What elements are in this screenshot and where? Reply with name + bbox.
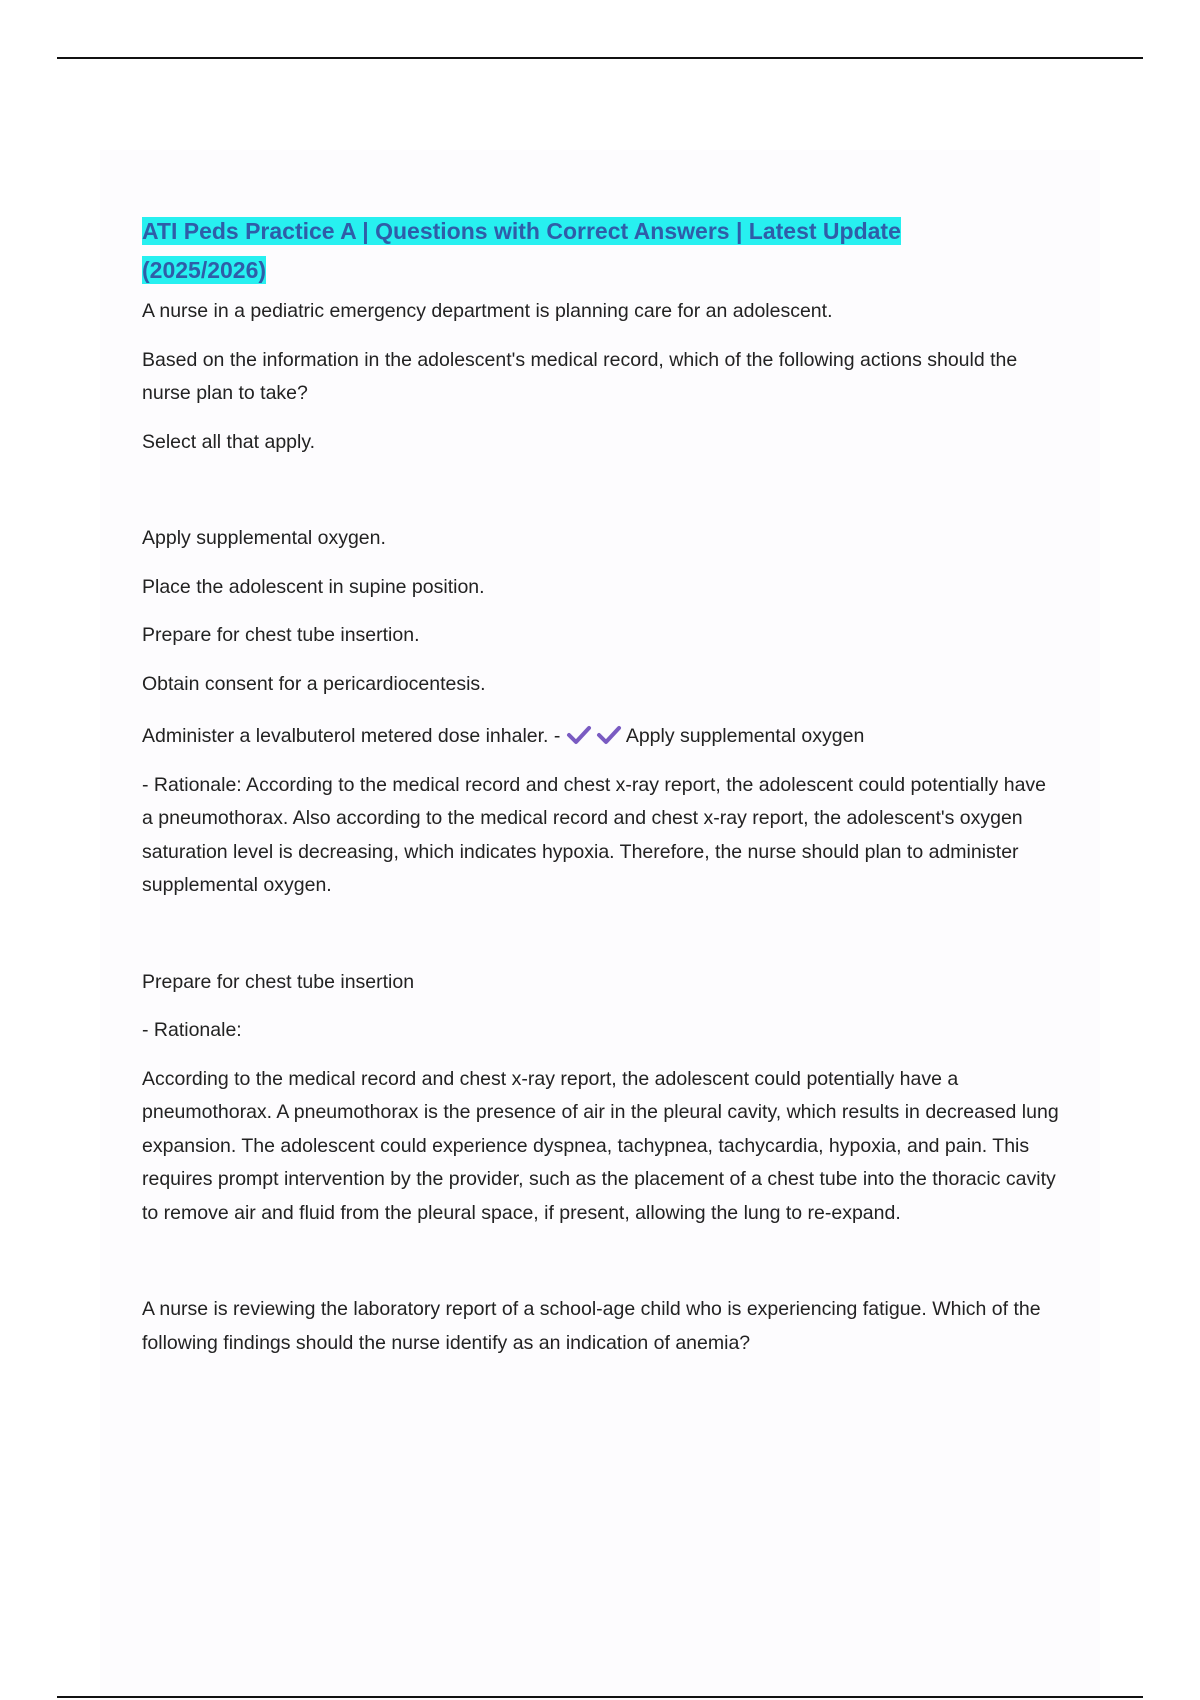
document-title [142,212,1062,290]
header-rule [57,57,1143,59]
option-4: Obtain consent for a pericardiocentesis. [142,672,486,695]
option-2: Place the adolescent in supine position. [142,575,485,598]
title-line-2: (2025/2026) [142,257,267,283]
option-5-with-answer [142,720,1062,754]
answer-2-rationale-heading: - Rationale: [142,1019,242,1041]
answer-1-label: Apply supplemental oxygen [625,725,865,747]
option-5: Administer a levalbuterol metered dose inhaler. - [142,725,561,747]
answer-1-rationale: - Rationale: According to the medical record and chest x-ray report, the adolescent could potentially have a pneumothorax. Also according to the medical record and chest x-ray report, the adolescent's oxygen saturation level is decreasing, which indicates hypoxia. Therefore, the nurse should plan to administer supplemental oxygen. [142,773,1047,896]
question-intro: A nurse in a pediatric emergency department is planning care for an adolescent. [142,300,833,322]
footer-rule [57,1696,1143,1698]
question-instruction: Select all that apply. [142,430,316,453]
question-text: Based on the information in the adolescent's medical record, which of the following actions should the nurse plan to take? [142,348,1018,404]
option-1: Apply supplemental oxygen. [142,527,386,549]
check-icon [596,723,622,743]
question-2-text: A nurse is reviewing the laboratory report of a school-age child who is experiencing fatigue. Which of the following findings should the nurse identify as an indication of anemia? [142,1298,1041,1354]
check-icon [566,723,592,743]
option-3: Prepare for chest tube insertion. [142,624,420,646]
answer-2-rationale: According to the medical record and chest x-ray report, the adolescent could potentially have a pneumothorax. A pneumothorax is the presence of air in the pleural cavity, which results in decreased lung expansion. The adolescent could experience dyspnea, tachypnea, tachycardia, hypoxia, and pain. This requires prompt intervention by the provider, such as the placement of a chest tube into the thoracic cavity to remove air and fluid from the pleural space, if present, allowing the lung to re-expand. [142,1067,1059,1224]
title-line-1: ATI Peds Practice A | Questions with Correct Answers | Latest Update [142,218,901,244]
document-body [142,212,1062,1360]
answer-2-label: Prepare for chest tube insertion [142,970,415,993]
